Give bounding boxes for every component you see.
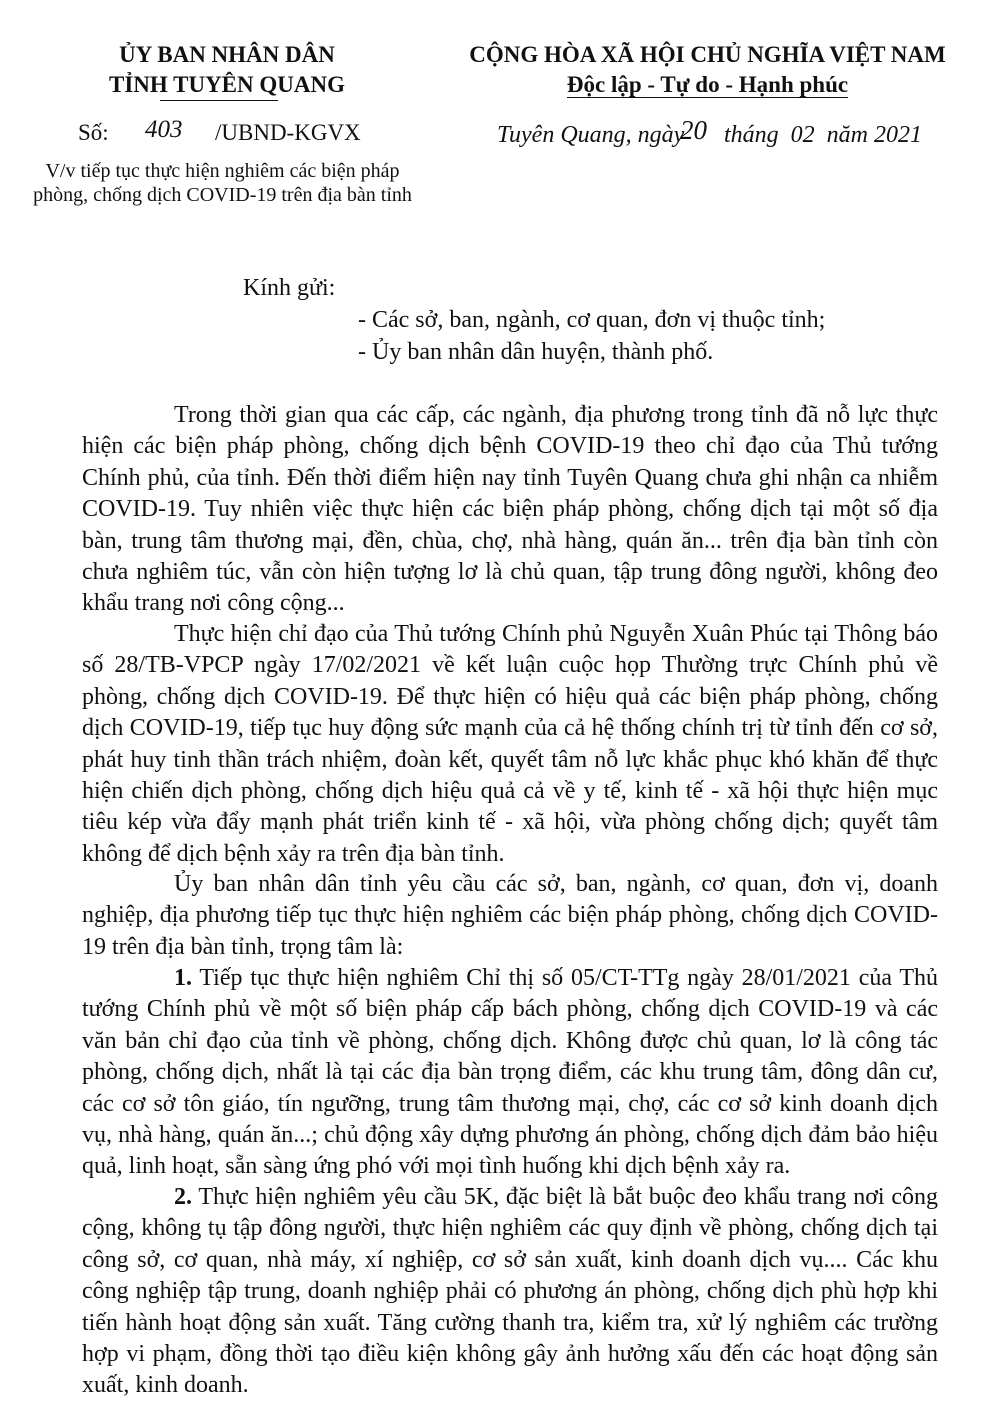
subject-line-1: V/v tiếp tục thực hiện nghiêm các biện pháp <box>45 160 400 182</box>
doc-number-label: Số: <box>78 120 109 145</box>
issuer-province <box>92 72 362 98</box>
paragraph-4-number: 1. <box>174 965 192 991</box>
recipients-label: Kính gửi: <box>243 275 336 301</box>
paragraph-5-number: 2. <box>174 1184 192 1210</box>
date-day: 20 <box>680 115 707 145</box>
date-suffix: tháng 02 năm 2021 <box>724 122 922 148</box>
country-name: CỘNG HÒA XÃ HỘI CHỦ NGHĨA VIỆT NAM <box>469 42 946 67</box>
doc-number: 403 <box>145 116 183 143</box>
paragraph-3: Ủy ban nhân dân tỉnh yêu cầu các sở, ban, ngành, cơ quan, đơn vị, doanh nghiệp, địa phương tiếp tục thực hiện nghiêm các biện pháp phòng, chống dịch COVID-19 trên địa bàn tỉnh, trọng tâm là: <box>82 871 938 960</box>
paragraph-5-text: Thực hiện nghiêm yêu cầu 5K, đặc biệt là bắt buộc đeo khẩu trang nơi công cộng, không tụ tập đông người, thực hiện nghiêm các quy định về phòng, chống dịch tại công sở, cơ quan, nhà máy, xí nghiệp, cơ sở sản xuất, kinh doanh dịch vụ.... Các khu công nghiệp tập trung, doanh nghiệp phải có phương án phòng, chống dịch phù hợp khi tiến hành hoạt động sản xuất. Tăng cường thanh tra, kiểm tra, xử lý nghiêm các trường hợp vi phạm, đồng thời tạo điều kiện không gây ảnh hưởng xấu đến các hoạt động sản xuất, kinh doanh. <box>82 1184 938 1399</box>
subject-line-2: phòng, chống dịch COVID-19 trên địa bàn tỉnh <box>33 184 412 206</box>
motto-wrap <box>450 72 965 98</box>
paragraph-1: Trong thời gian qua các cấp, các ngành, địa phương trong tỉnh đã nỗ lực thực hiện các biện pháp phòng, chống dịch bệnh COVID-19 theo chỉ đạo của Thủ tướng Chính phủ, của tỉnh. Đến thời điểm hiện nay tỉnh Tuyên Quang chưa ghi nhận ca nhiễm COVID-19. Tuy nhiên việc thực hiện các biện pháp phòng, chống dịch tại một số địa bàn, trung tâm thương mại, đền, chùa, chợ, nhà hàng, quán ăn... trên địa bàn tỉnh còn chưa nghiêm túc, vẫn còn hiện tượng lơ là chủ quan, tập trung đông người, không đeo khẩu trang nơi công cộng... <box>82 402 938 617</box>
issuer-province-prefix: TỈNH <box>108 72 174 97</box>
paragraph-4-text: Tiếp tục thực hiện nghiêm Chỉ thị số 05/CT-TTg ngày 28/01/2021 của Thủ tướng Chính phủ về một số biện pháp cấp bách phòng, chống dịch COVID-19 và các văn bản chỉ đạo của tỉnh về phòng, chống dịch. Không được chủ quan, lơ là công tác phòng, chống dịch, nhất là tại các địa bàn trọng điểm, các khu trung tâm, đông dân cư, các cơ sở tôn giáo, tín ngưỡng, trung tâm thương mại, chợ, các cơ sở kinh doanh dịch vụ, nhà hàng, quán ăn...; chủ động xây dựng phương án phòng, chống dịch đảm bảo hiệu quả, linh hoạt, sẵn sàng ứng phó với mọi tình huống khi dịch bệnh xảy ra. <box>82 965 938 1180</box>
recipient-2: - Ủy ban nhân dân huyện, thành phố. <box>358 339 714 365</box>
date-prefix: Tuyên Quang, ngày <box>497 122 685 148</box>
issuer-underline <box>160 100 278 101</box>
issuer-name: ỦY BAN NHÂN DÂN <box>119 42 335 67</box>
paragraph-5 <box>82 1182 938 1402</box>
paragraph-4 <box>82 963 938 1183</box>
doc-code: /UBND-KGVX <box>215 120 361 145</box>
paragraph-2: Thực hiện chỉ đạo của Thủ tướng Chính phủ Nguyễn Xuân Phúc tại Thông báo số 28/TB-VPCP ngày 17/02/2021 về kết luận cuộc họp Thường trực Chính phủ về phòng, chống dịch COVID-19. Để thực hiện có hiệu quả các biện pháp phòng, chống dịch COVID-19, tiếp tục huy động sức mạnh của cả hệ thống chính trị từ tỉnh đến cơ sở, phát huy tinh thần trách nhiệm, đoàn kết, quyết tâm nỗ lực khắc phục khó khăn để thực hiện chiến dịch phòng, chống dịch hiệu quả cả về y tế, kinh tế - xã hội thực hiện mục tiêu kép vừa đẩy mạnh phát triển kinh tế - xã hội, vừa phòng chống dịch; quyết tâm không để dịch bệnh xảy ra trên địa bàn tỉnh. <box>82 621 938 867</box>
motto: Độc lập - Tự do - Hạnh phúc <box>566 72 849 97</box>
recipient-1: - Các sở, ban, ngành, cơ quan, đơn vị thuộc tỉnh; <box>358 307 826 333</box>
issuer-province-name: TUYÊN QUANG <box>173 72 345 97</box>
